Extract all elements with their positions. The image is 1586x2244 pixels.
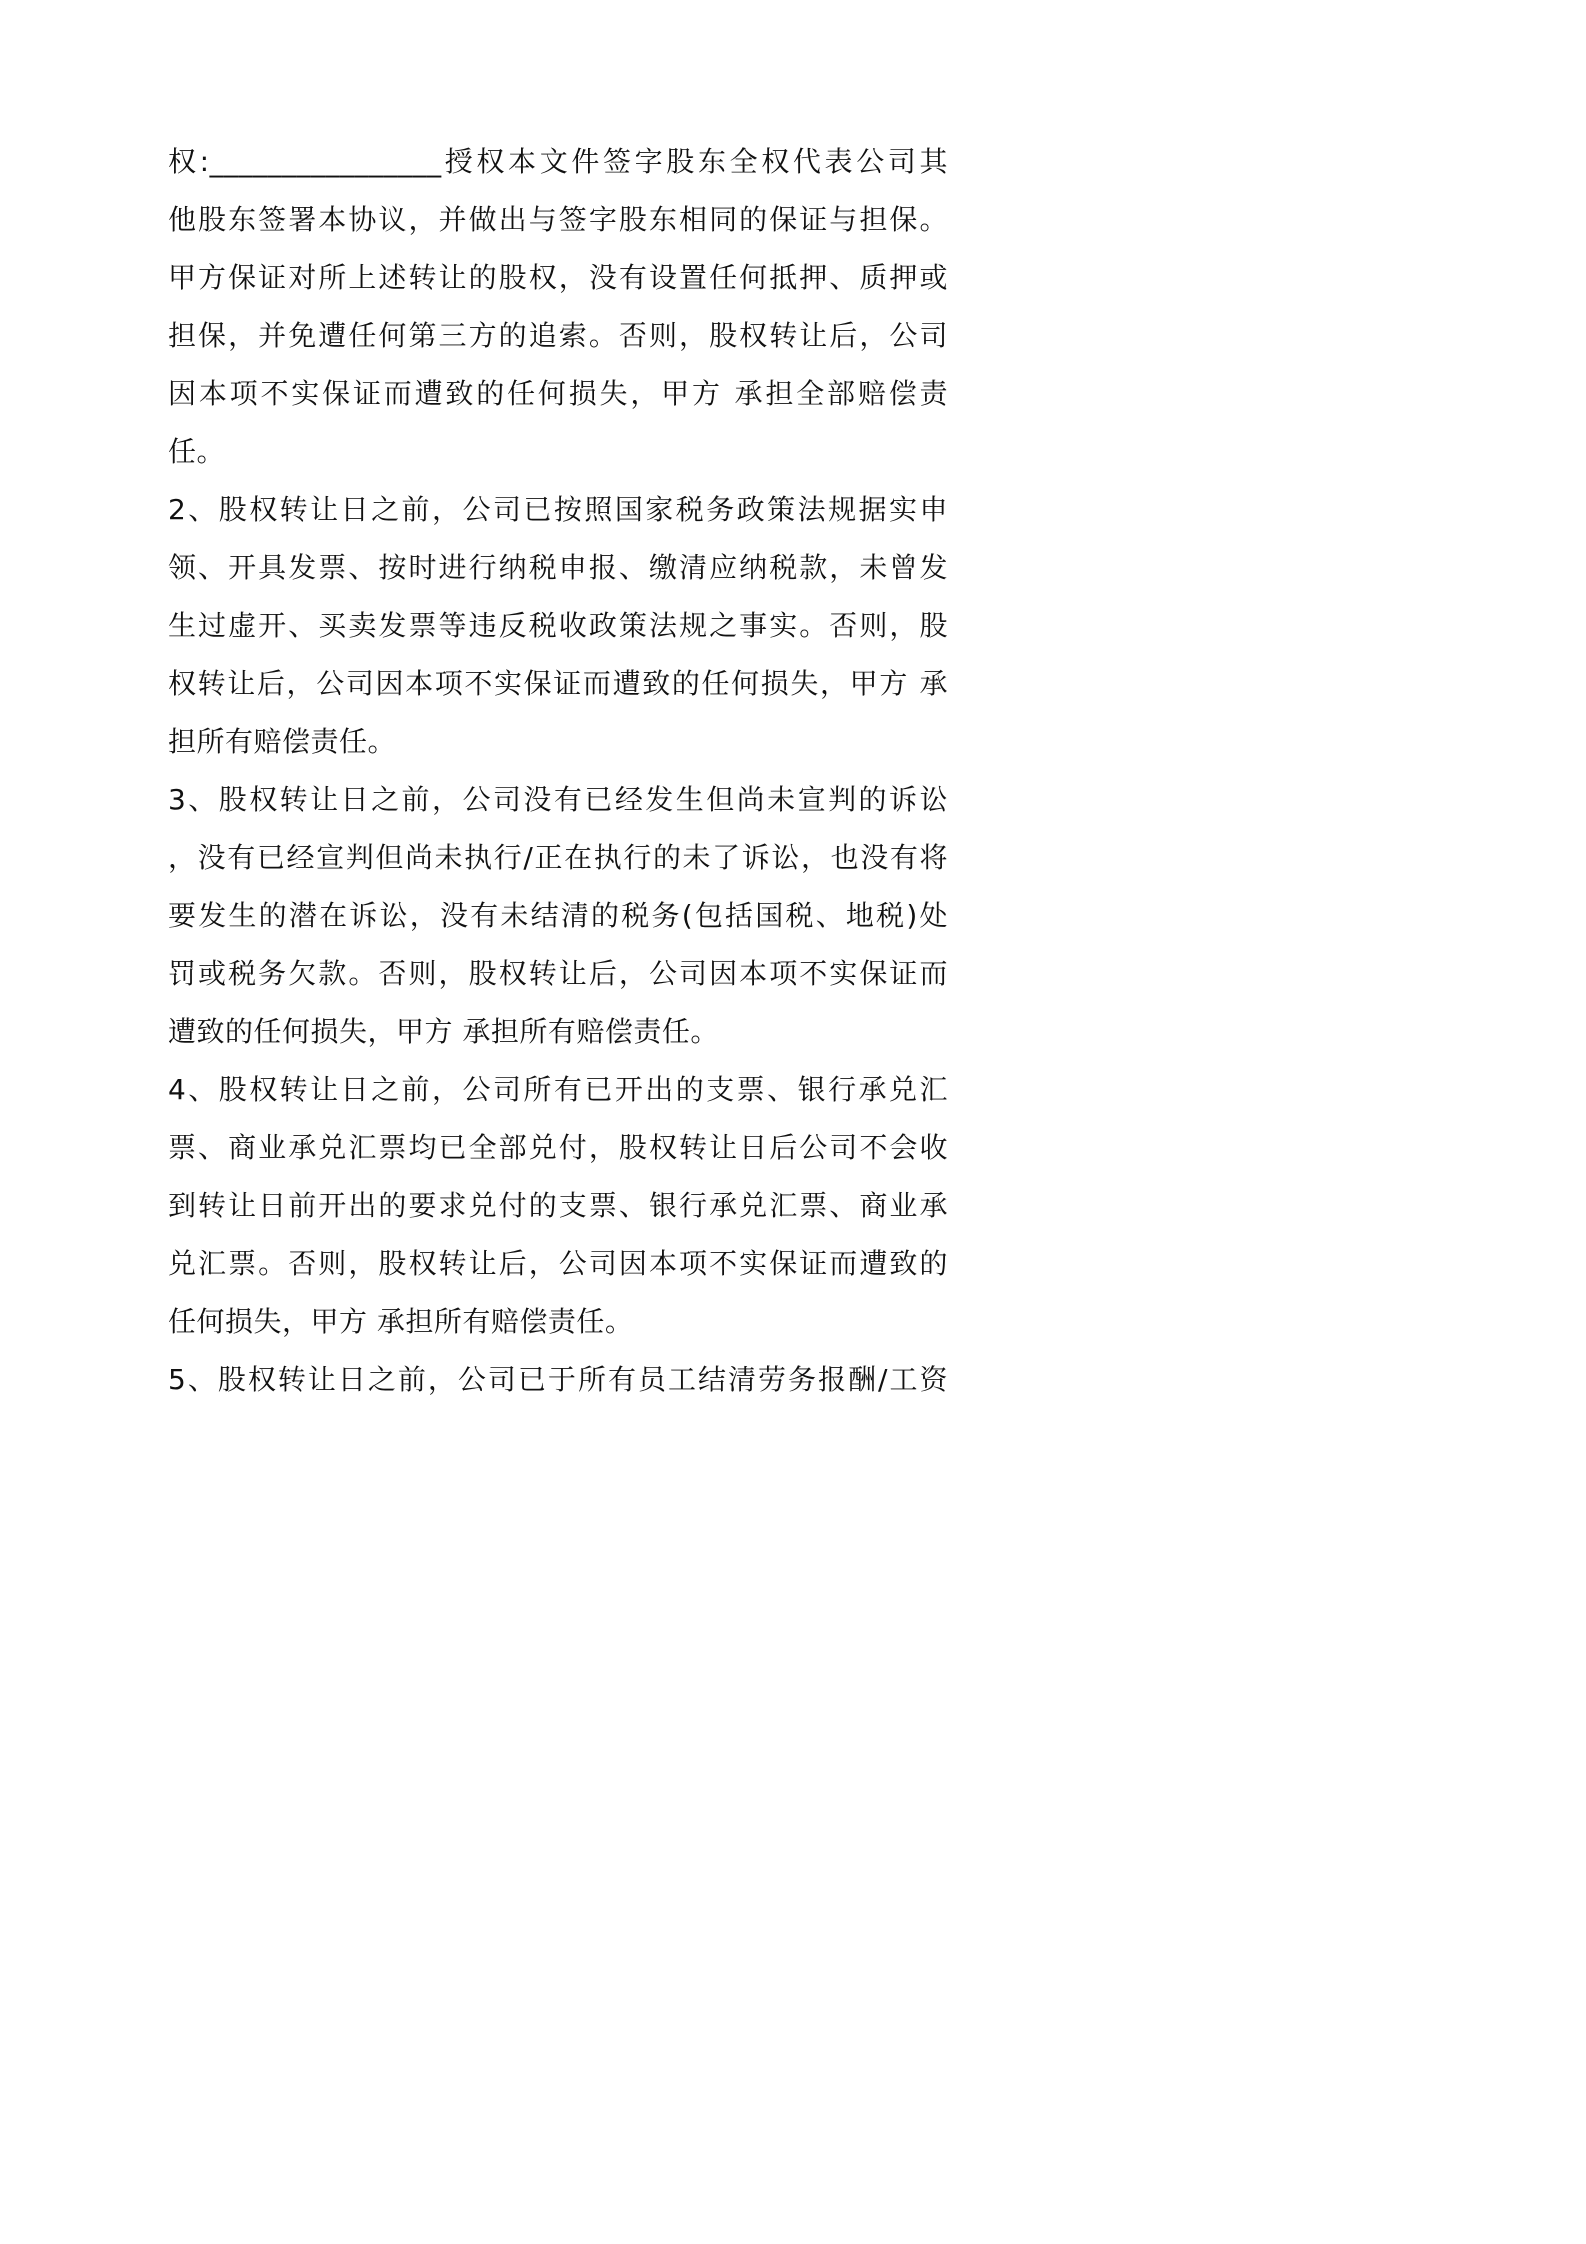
text-line: ，没有已经宣判但尚未执行/正在执行的未了诉讼，也没有将 bbox=[168, 841, 948, 874]
text-line: 担所有赔偿责任。 bbox=[168, 725, 397, 758]
text-line: 到转让日前开出的要求兑付的支票、银行承兑汇票、商业承 bbox=[168, 1189, 948, 1222]
contract-text bbox=[168, 133, 948, 1409]
text-line: 权:________________授权本文件签字股东全权代表公司其 bbox=[168, 145, 948, 178]
text-line: 权转让后，公司因本项不实保证而遭致的任何损失，甲方 承 bbox=[168, 667, 948, 700]
text-line: 5、股权转让日之前，公司已于所有员工结清劳务报酬/工资 bbox=[168, 1363, 948, 1396]
text-line: 担保，并免遭任何第三方的追索。否则，股权转让后，公司 bbox=[168, 319, 948, 352]
text-line: 任何损失，甲方 承担所有赔偿责任。 bbox=[168, 1305, 634, 1338]
text-line: 3、股权转让日之前，公司没有已经发生但尚未宣判的诉讼 bbox=[168, 783, 948, 816]
text-line: 4、股权转让日之前，公司所有已开出的支票、银行承兑汇 bbox=[168, 1073, 948, 1106]
text-line: 罚或税务欠款。否则，股权转让后，公司因本项不实保证而 bbox=[168, 957, 948, 990]
text-line: 他股东签署本协议，并做出与签字股东相同的保证与担保。 bbox=[168, 203, 948, 236]
text-line: 生过虚开、买卖发票等违反税收政策法规之事实。否则，股 bbox=[168, 609, 948, 642]
text-line: 遭致的任何损失，甲方 承担所有赔偿责任。 bbox=[168, 1015, 719, 1048]
text-line: 兑汇票。否则，股权转让后，公司因本项不实保证而遭致的 bbox=[168, 1247, 948, 1280]
text-line: 票、商业承兑汇票均已全部兑付，股权转让日后公司不会收 bbox=[168, 1131, 948, 1164]
text-line: 因本项不实保证而遭致的任何损失，甲方 承担全部赔偿责 bbox=[168, 377, 948, 410]
text-line: 2、股权转让日之前，公司已按照国家税务政策法规据实申 bbox=[168, 493, 948, 526]
text-line: 甲方保证对所上述转让的股权，没有设置任何抵押、质押或 bbox=[168, 261, 948, 294]
text-line: 任。 bbox=[168, 435, 226, 468]
document-page bbox=[0, 0, 1103, 1562]
text-line: 领、开具发票、按时进行纳税申报、缴清应纳税款，未曾发 bbox=[168, 551, 948, 584]
text-line: 要发生的潜在诉讼，没有未结清的税务(包括国税、地税)处 bbox=[168, 899, 948, 932]
